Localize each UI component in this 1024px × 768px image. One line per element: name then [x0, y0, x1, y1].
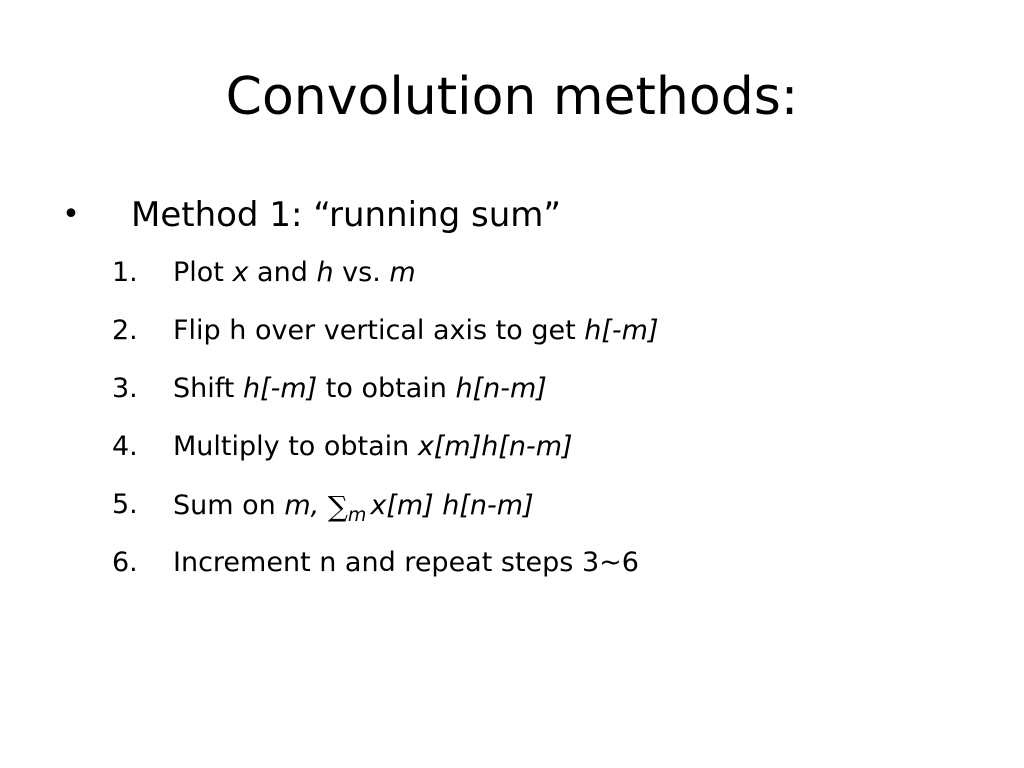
step-item [112, 484, 992, 542]
math-variable: h[n-m] [455, 373, 547, 404]
step-number: 4. [112, 431, 138, 462]
math-variable: m, [284, 490, 320, 521]
summation-subscript: m [347, 504, 367, 526]
step-number: 6. [112, 547, 138, 578]
math-variable: h[-m] [584, 315, 659, 346]
bullet-text: Method 1: “running sum” [131, 195, 561, 235]
step-text-segment: Increment n and repeat steps 3~6 [173, 547, 639, 578]
step-number: 3. [112, 373, 138, 404]
step-text-segment: Shift [173, 373, 243, 404]
step-item [112, 252, 992, 310]
slide-title: Convolution methods: [225, 67, 799, 127]
step-text [173, 252, 416, 294]
step-text [173, 542, 639, 584]
math-variable: h[-m] [242, 373, 318, 404]
step-text-segment: Plot [173, 257, 233, 288]
step-text-segment: vs. [333, 257, 390, 288]
step-item [112, 542, 992, 600]
math-variable: x[m] h[n-m] [370, 490, 534, 521]
math-variable: x [232, 257, 249, 288]
step-item [112, 426, 992, 484]
step-number: 5. [112, 489, 138, 520]
step-text [173, 310, 659, 352]
summation-symbol: ∑ [327, 490, 348, 523]
step-text-segment: to obtain [317, 373, 456, 404]
math-variable: m [389, 257, 416, 288]
step-text-segment: Multiply to obtain [173, 431, 418, 462]
steps-list [112, 252, 992, 600]
step-text-segment: and [248, 257, 317, 288]
step-text [173, 484, 534, 529]
step-item [112, 310, 992, 368]
step-text-segment [319, 490, 328, 521]
step-text-segment: Flip h over vertical axis to get [173, 315, 585, 346]
step-item [112, 368, 992, 426]
bullet-icon: • [62, 197, 80, 232]
step-text [173, 426, 573, 468]
math-variable: h [316, 257, 334, 288]
math-variable: x[m]h[n-m] [417, 431, 573, 462]
step-number: 1. [112, 257, 138, 288]
step-text-segment: Sum on [173, 490, 285, 521]
step-number: 2. [112, 315, 138, 346]
step-text [173, 368, 547, 410]
